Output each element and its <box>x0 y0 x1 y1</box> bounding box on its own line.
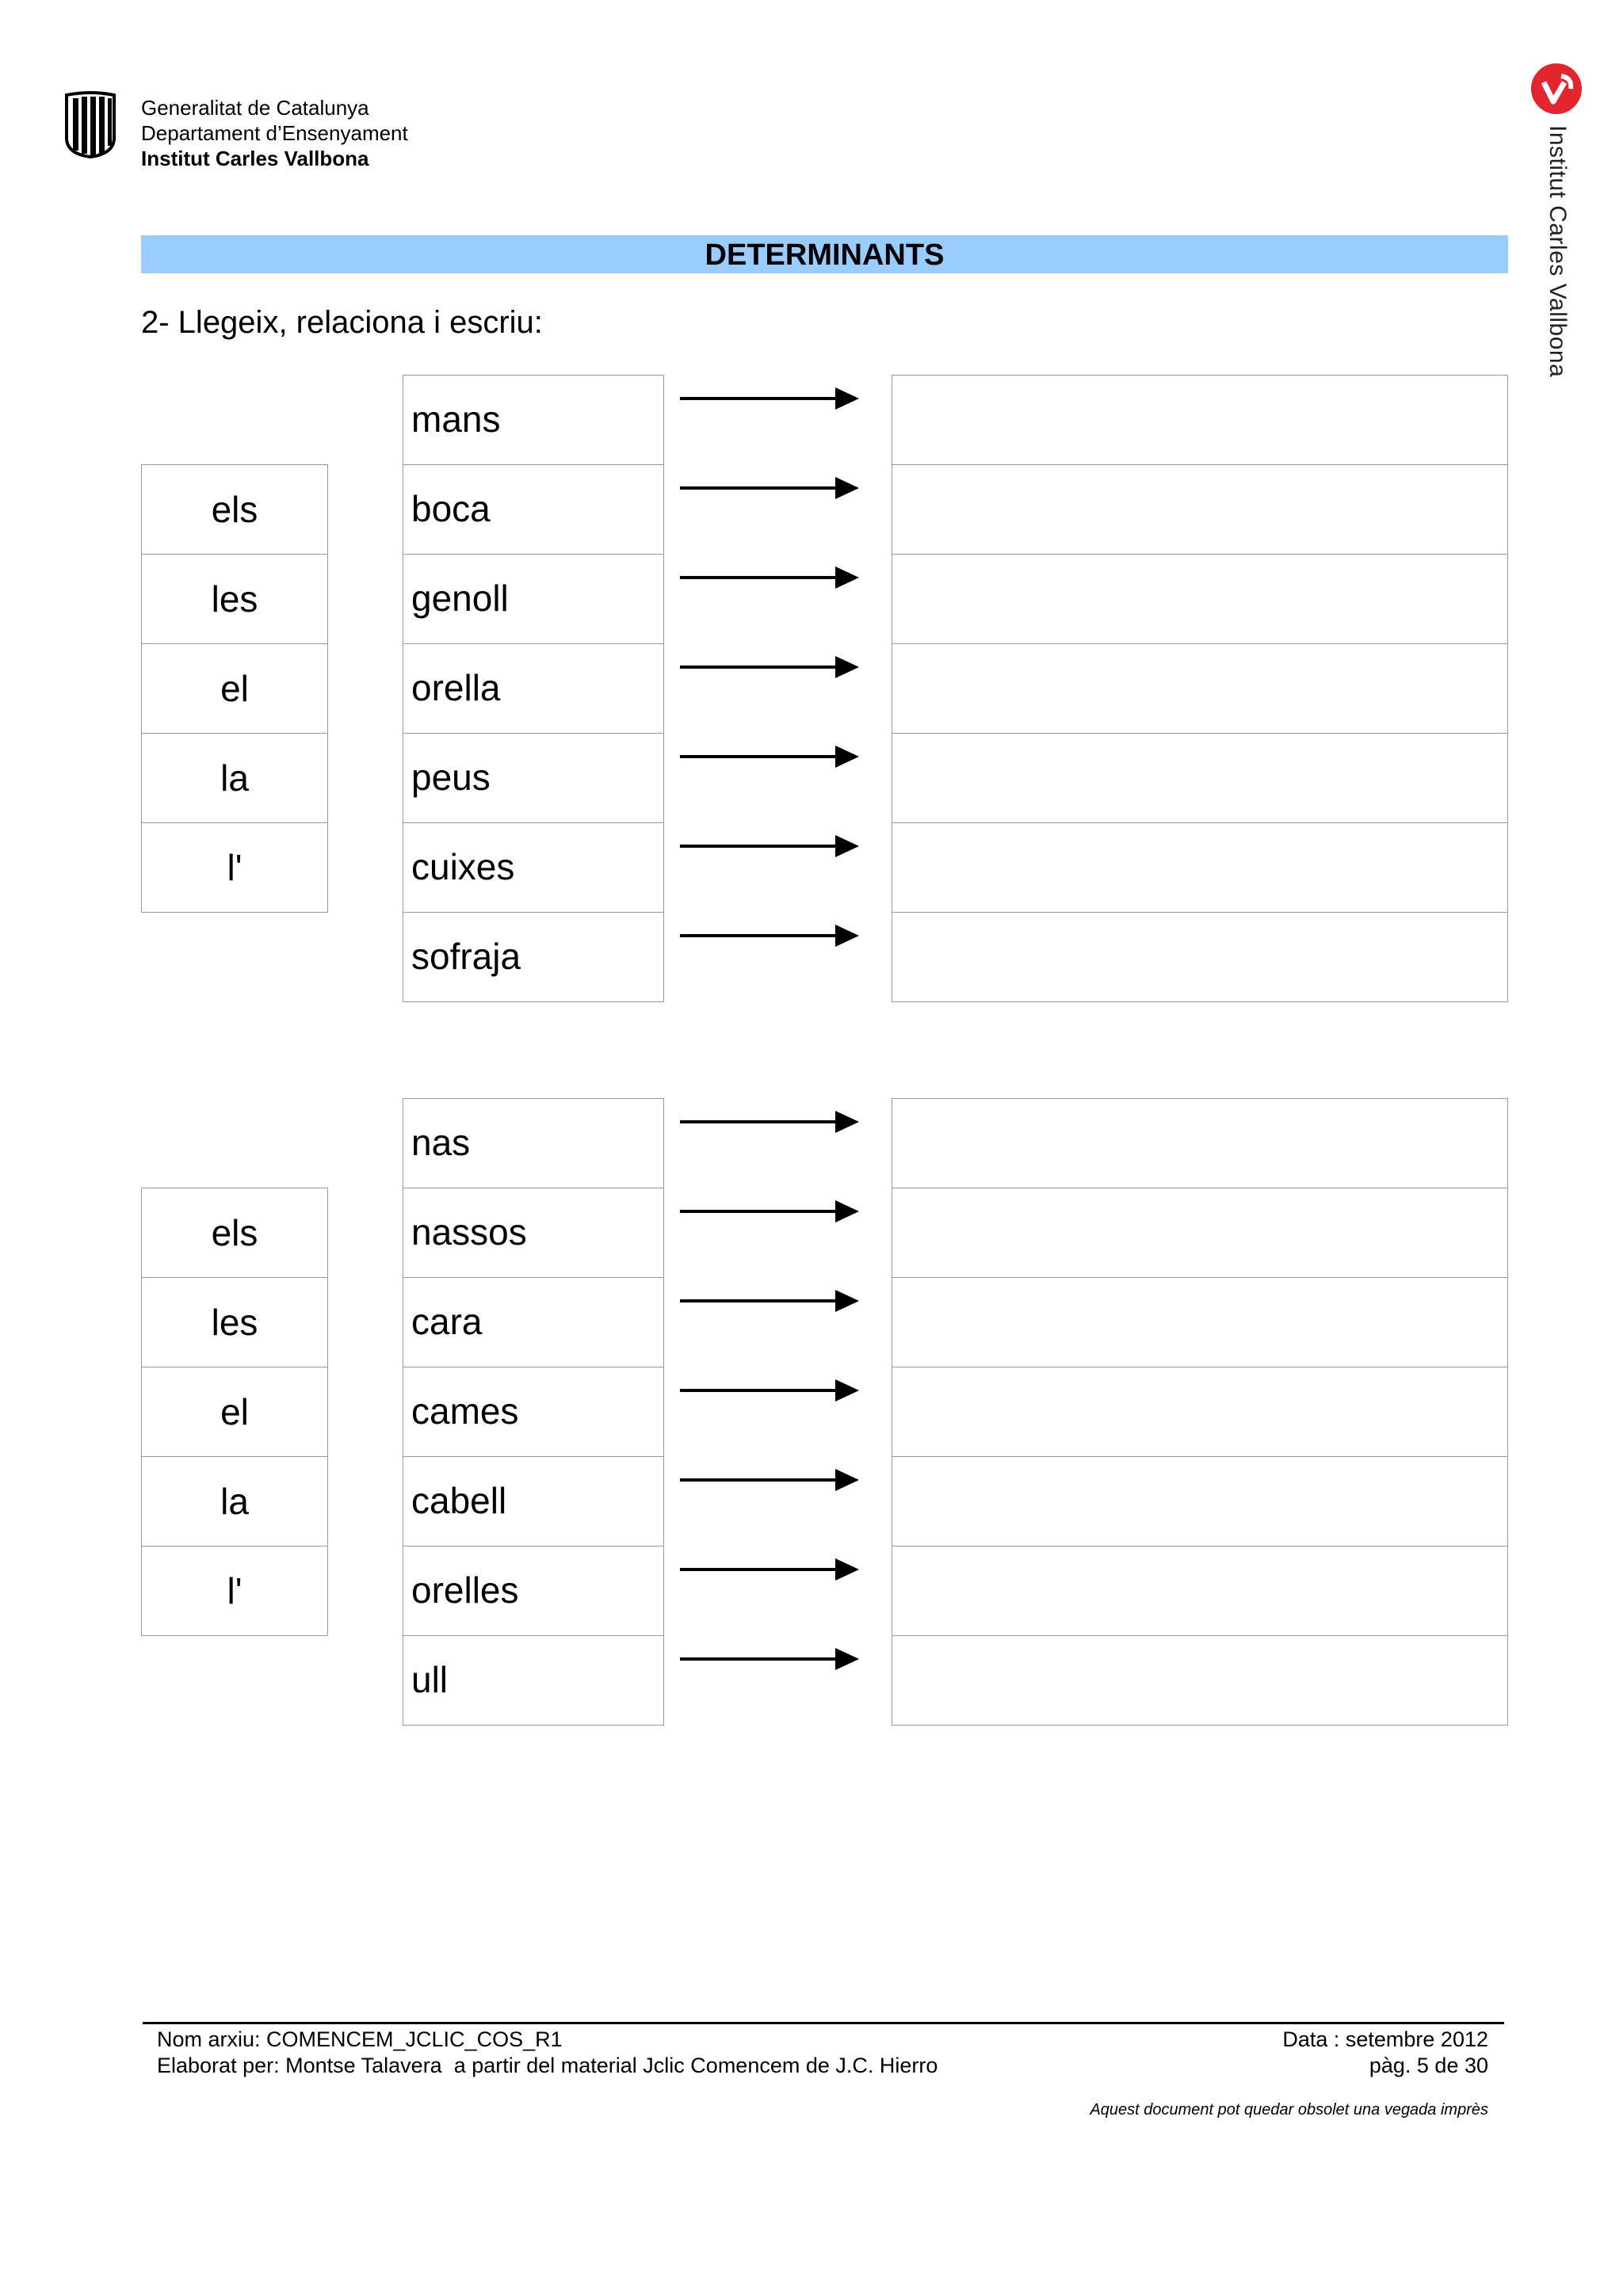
determiner-cell: l' <box>141 1546 328 1636</box>
noun-cell: boca <box>403 464 664 555</box>
arrow-right-icon <box>680 1464 859 1496</box>
footer-date: Data : setembre 2012 <box>1282 2027 1488 2051</box>
arrow-right-icon <box>680 1554 859 1585</box>
arrow-right-icon <box>680 1375 859 1406</box>
determiner-cell: les <box>141 1277 328 1367</box>
determiner-cell: les <box>141 554 328 644</box>
arrow-right-icon <box>680 651 859 683</box>
header-line-2: Departament d’Ensenyament <box>141 121 408 145</box>
footer-obsolete-note: Aquest document pot quedar obsolet una vegada imprès <box>1090 2101 1488 2119</box>
arrow-right-icon <box>680 383 859 414</box>
noun-cell: cuixes <box>403 822 664 913</box>
noun-cell: nassos <box>403 1188 664 1278</box>
institute-logo-icon <box>1529 62 1583 116</box>
footer-file-name: Nom arxiu: COMENCEM_JCLIC_COS_R1 <box>157 2027 563 2051</box>
noun-cell: genoll <box>403 554 664 644</box>
footer-page-number: pàg. 5 de 30 <box>1369 2054 1488 2077</box>
noun-cell: mans <box>403 375 664 465</box>
arrow-right-icon <box>680 472 859 504</box>
answer-box[interactable] <box>892 912 1508 1002</box>
noun-cell: nas <box>403 1098 664 1188</box>
determiner-cell: el <box>141 1367 328 1457</box>
determiner-cell: els <box>141 1188 328 1278</box>
catalonia-crest-icon <box>62 90 119 158</box>
header-line-1: Generalitat de Catalunya <box>141 96 369 120</box>
noun-cell: cara <box>403 1277 664 1367</box>
arrow-right-icon <box>680 562 859 593</box>
answer-box[interactable] <box>892 733 1508 823</box>
noun-cell: peus <box>403 733 664 823</box>
noun-cell: sofraja <box>403 912 664 1002</box>
answer-box[interactable] <box>892 1277 1508 1367</box>
header <box>62 87 537 174</box>
noun-cell: orella <box>403 643 664 734</box>
answer-box[interactable] <box>892 1098 1508 1188</box>
page-title: DETERMINANTS <box>141 235 1508 273</box>
arrow-right-icon <box>680 1106 859 1138</box>
answer-box[interactable] <box>892 643 1508 734</box>
footer-divider <box>143 2022 1504 2024</box>
arrow-right-icon <box>680 1285 859 1317</box>
arrow-right-icon <box>680 920 859 952</box>
arrow-right-icon <box>680 830 859 862</box>
footer-author: Elaborat per: Montse Talavera a partir del material Jclic Comencem de J.C. Hierro <box>157 2054 938 2077</box>
noun-cell: ull <box>403 1635 664 1726</box>
answer-box[interactable] <box>892 822 1508 913</box>
header-line-3: Institut Carles Vallbona <box>141 147 369 170</box>
arrow-right-icon <box>680 1196 859 1227</box>
noun-cell: cames <box>403 1367 664 1457</box>
noun-cell: orelles <box>403 1546 664 1636</box>
institute-side-text: Institut Carles Vallbona <box>1545 125 1571 378</box>
answer-box[interactable] <box>892 1546 1508 1636</box>
determiner-cell: els <box>141 464 328 555</box>
footer-right <box>1282 2027 1488 2079</box>
institute-side-logo <box>1525 59 1588 376</box>
determiner-cell: la <box>141 733 328 823</box>
answer-box[interactable] <box>892 1367 1508 1457</box>
determiner-cell: l' <box>141 822 328 913</box>
answer-box[interactable] <box>892 554 1508 644</box>
answer-box[interactable] <box>892 464 1508 555</box>
noun-cell: cabell <box>403 1456 664 1547</box>
answer-box[interactable] <box>892 1635 1508 1726</box>
header-text <box>141 95 408 171</box>
answer-box[interactable] <box>892 1456 1508 1547</box>
answer-box[interactable] <box>892 375 1508 465</box>
exercise-instruction: 2- Llegeix, relaciona i escriu: <box>141 305 543 340</box>
arrow-right-icon <box>680 1643 859 1675</box>
footer-left <box>157 2027 938 2079</box>
answer-box[interactable] <box>892 1188 1508 1278</box>
determiner-cell: la <box>141 1456 328 1547</box>
determiner-cell: el <box>141 643 328 734</box>
arrow-right-icon <box>680 741 859 772</box>
